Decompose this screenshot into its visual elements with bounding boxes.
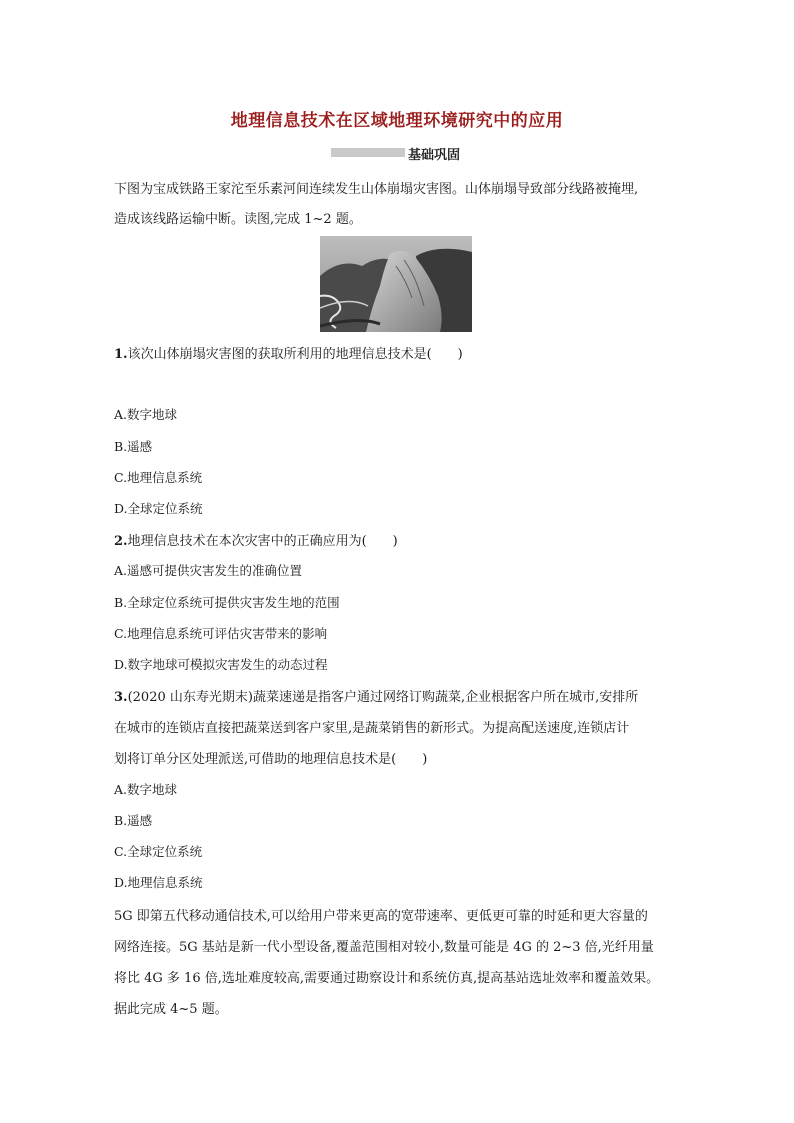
q1-option-b: B.遥感 [114, 439, 153, 454]
q1-option-d: D.全球定位系统 [114, 501, 203, 516]
passage-2-line-4: 据此完成 4~5 题。 [114, 1002, 228, 1017]
question-2-number: 2. [114, 534, 128, 549]
landslide-photo [320, 236, 472, 332]
q2-option-a: A.遥感可提供灾害发生的准确位置 [114, 563, 303, 578]
question-3-line-3: 划将订单分区处理派送,可借助的地理信息技术是( ) [114, 752, 428, 767]
section-decoration-bar [331, 148, 405, 157]
q3-option-c: C.全球定位系统 [114, 844, 203, 859]
page-title: 地理信息技术在区域地理环境研究中的应用 [230, 111, 564, 131]
passage-2-line-2: 网络连接。5G 基站是新一代小型设备,覆盖范围相对较小,数量可能是 4G 的 2~3 倍,光纤用量 [114, 940, 654, 955]
q1-option-a: A.数字地球 [114, 407, 178, 422]
q2-option-b: B.全球定位系统可提供灾害发生地的范围 [114, 595, 340, 610]
question-3-line-2: 在城市的连锁店直接把蔬菜送到客户家里,是蔬菜销售的新形式。为提高配送速度,连锁店计 [114, 721, 630, 736]
q3-option-b: B.遥感 [114, 813, 153, 828]
question-3-number: 3. [114, 690, 128, 705]
question-1-text: 该次山体崩塌灾害图的获取所利用的地理信息技术是( ) [127, 347, 463, 362]
question-2 [114, 530, 398, 549]
question-3-text-1: (2020 山东寿光期末)蔬菜速递是指客户通过网络订购蔬菜,企业根据客户所在城市,安排所 [127, 690, 639, 705]
passage-2-line-1: 5G 即第五代移动通信技术,可以给用户带来更高的宽带速率、更低更可靠的时延和更大容量的 [114, 909, 648, 924]
passage-2-line-3: 将比 4G 多 16 倍,选址难度较高,需要通过勘察设计和系统仿真,提高基站选址效率和覆盖效果。 [114, 971, 660, 986]
q2-option-d: D.数字地球可模拟灾害发生的动态过程 [114, 657, 328, 672]
question-2-text: 地理信息技术在本次灾害中的正确应用为( ) [127, 534, 398, 549]
intro-line-2: 造成该线路运输中断。读图,完成 1~2 题。 [114, 212, 362, 227]
q1-option-c: C.地理信息系统 [114, 470, 203, 485]
section-heading: 基础巩固 [408, 148, 461, 163]
q3-option-d: D.地理信息系统 [114, 875, 203, 890]
q3-option-a: A.数字地球 [114, 782, 178, 797]
intro-line-1: 下图为宝成铁路王家沱至乐素河间连续发生山体崩塌灾害图。山体崩塌导致部分线路被掩埋, [114, 182, 639, 197]
question-1 [114, 343, 463, 362]
question-3-line-1 [114, 686, 638, 705]
q2-option-c: C.地理信息系统可评估灾害带来的影响 [114, 626, 328, 641]
question-1-number: 1. [114, 347, 128, 362]
